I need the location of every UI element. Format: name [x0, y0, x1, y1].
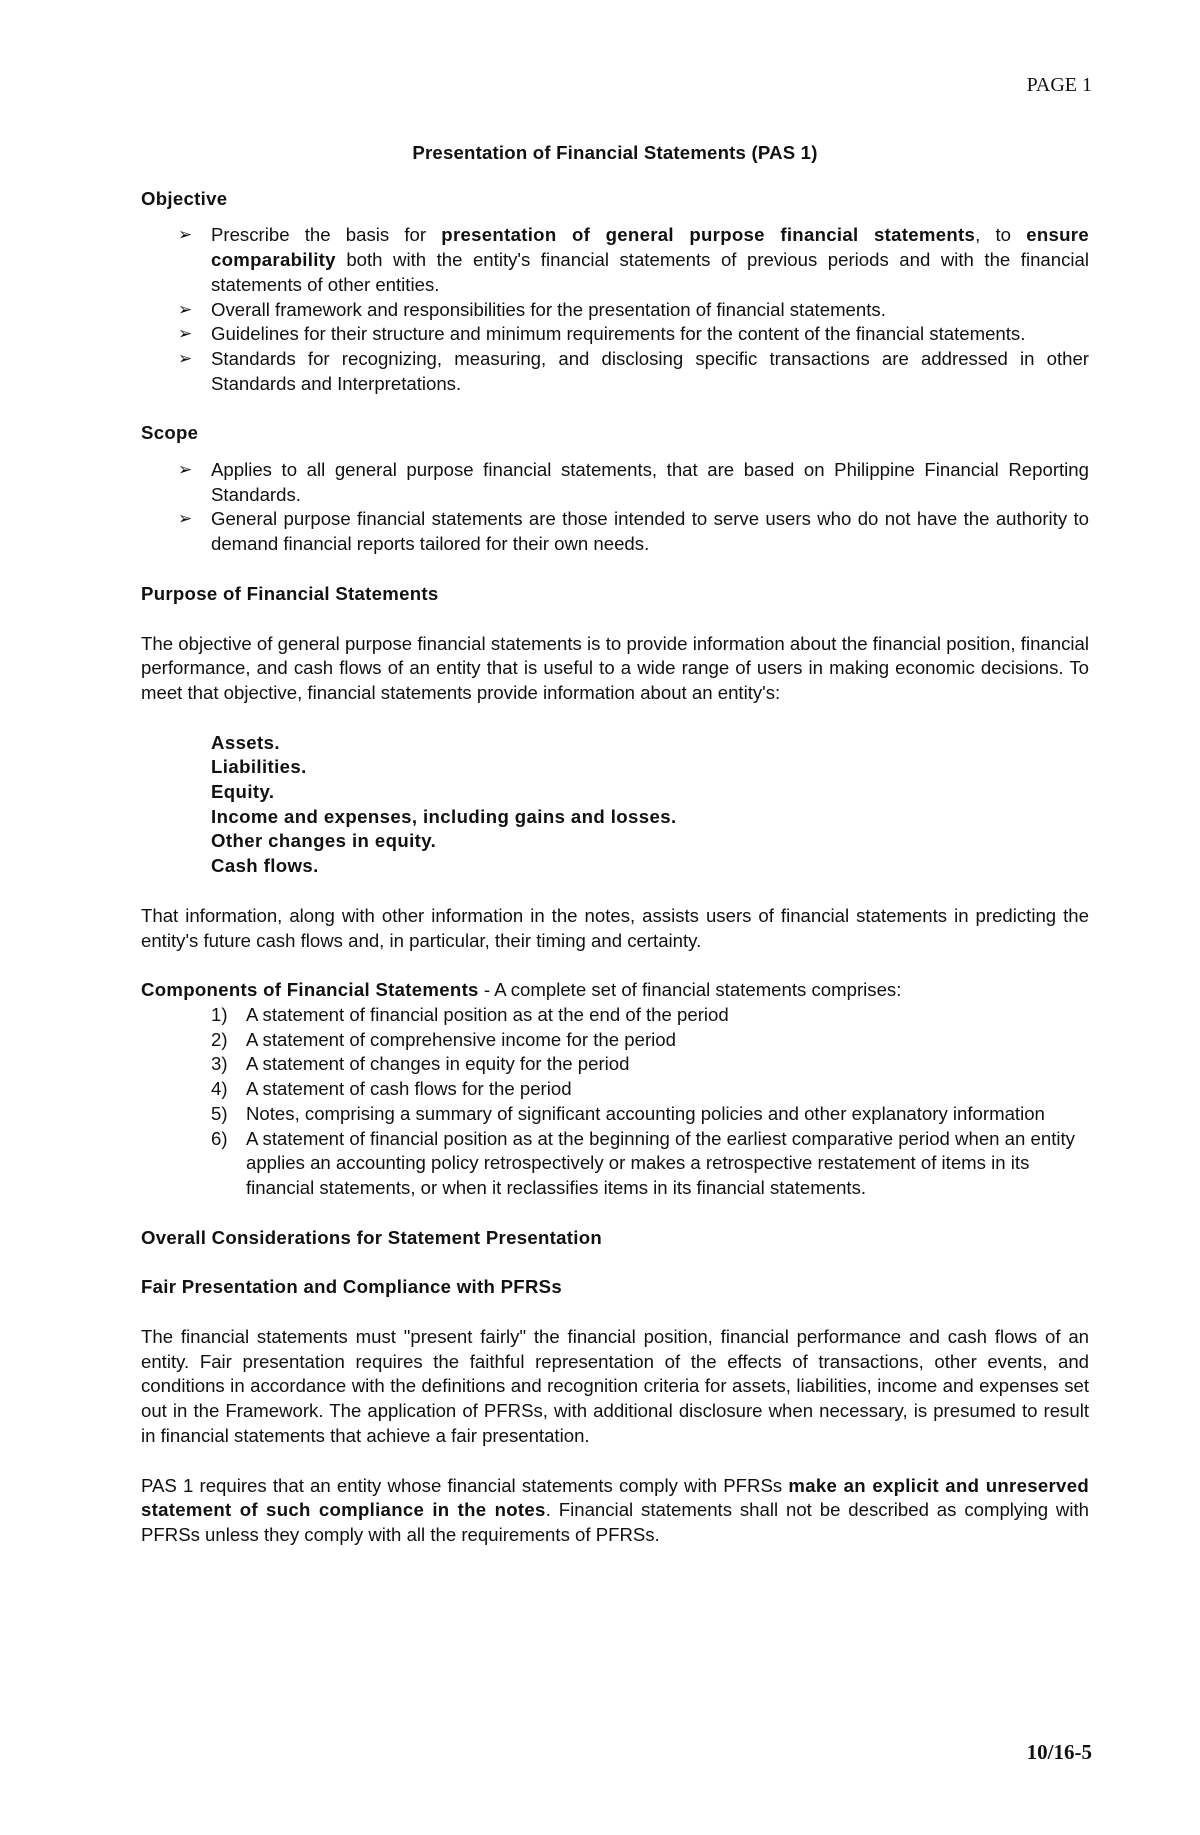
arrow-bullet-icon: ➢ [178, 324, 193, 345]
list-item: ➢ General purpose financial statements are those intended to serve users who do not have the authority to demand financial reports tailored for their own needs. [178, 508, 1089, 555]
list-item: ➢ Prescribe the basis for presentation of general purpose financial statements, to ensure comparability both with the entity's financial statements of previous periods and with the financial statements of other entities. [178, 224, 1089, 295]
page-label: PAGE 1 [1026, 74, 1092, 96]
list-item: ➢ Standards for recognizing, measuring, and disclosing specific transactions are addressed in other Standards and Interpretations. [178, 347, 1089, 394]
arrow-bullet-icon: ➢ [178, 348, 193, 369]
fair-paragraph-2: PAS 1 requires that an entity whose financial statements comply with PFRSs make an explicit and unreserved statement of such compliance in the notes. Financial statements shall not be described as complying with PFRSs unless they comply with all the requirements of PFRSs. [141, 1474, 1089, 1545]
components-intro: Components of Financial Statements - A complete set of financial statements comprises: [141, 979, 902, 1001]
list-item: 4) A statement of cash flows for the period [211, 1078, 572, 1100]
objective-list [141, 223, 1089, 396]
list-item: Liabilities. [211, 756, 307, 778]
list-item: Income and expenses, including gains and losses. [211, 805, 677, 827]
components-list [141, 1003, 1089, 1201]
fair-heading: Fair Presentation and Compliance with PFRSs [141, 1276, 563, 1298]
list-item: 1) A statement of financial position as at the end of the period [211, 1003, 729, 1025]
fair-paragraph-1: The financial statements must "present fairly" the financial position, financial performance and cash flows of an entity. Fair presentation requires the faithful representation of the effects of transactions, other events, and conditions in accordance with the definitions and recognition criteria for assets, liabilities, income and expenses set out in the Framework. The application of PFRSs, with additional disclosure when necessary, is presumed to result in financial statements that achieve a fair presentation. [141, 1326, 1089, 1446]
list-item: Cash flows. [211, 855, 319, 877]
list-item: 5) Notes, comprising a summary of significant accounting policies and other explanatory information [211, 1102, 1045, 1124]
scope-heading: Scope [141, 422, 199, 444]
document-body [141, 141, 1089, 1548]
page-number: 10/16-5 [1026, 1740, 1092, 1764]
list-item: ➢ Guidelines for their structure and minimum requirements for the content of the financial statements. [141, 322, 1089, 347]
list-item: Equity. [211, 781, 275, 803]
document-title: Presentation of Financial Statements (PAS 1) [412, 142, 818, 163]
arrow-bullet-icon: ➢ [178, 299, 193, 320]
list-item: 6) A statement of financial position as at the beginning of the earliest comparative period when an entity applies an accounting policy retrospectively or makes a retrospective restatement of items in its financial statements, or when it reclassifies items in its financial statements. [211, 1127, 1075, 1198]
purpose-items [141, 731, 1089, 879]
components-heading: Components of Financial Statements [141, 979, 479, 1001]
purpose-heading: Purpose of Financial Statements [141, 582, 439, 604]
list-item: ➢ Overall framework and responsibilities for the presentation of financial statements. [141, 298, 1089, 323]
list-item: 3) A statement of changes in equity for the period [211, 1053, 630, 1075]
objective-heading: Objective [141, 187, 228, 209]
list-item: Other changes in equity. [211, 830, 437, 852]
list-item: ➢ Applies to all general purpose financial statements, that are based on Philippine Financial Reporting Standards. [178, 459, 1089, 505]
purpose-closing: That information, along with other information in the notes, assists users of financial statements in predicting the entity's future cash flows and, in particular, their timing and certainty. [141, 904, 1089, 951]
overall-heading: Overall Considerations for Statement Presentation [141, 1226, 603, 1248]
arrow-bullet-icon: ➢ [178, 509, 193, 530]
list-item: 2) A statement of comprehensive income for the period [211, 1028, 676, 1050]
purpose-paragraph: The objective of general purpose financial statements is to provide information about the financial position, financial performance, and cash flows of an entity that is useful to a wide range of users in making economic decisions. To meet that objective, financial statements provide information about an entity's: [141, 632, 1089, 703]
list-item: Assets. [211, 731, 280, 753]
arrow-bullet-icon: ➢ [178, 460, 193, 481]
scope-list [141, 458, 1089, 557]
arrow-bullet-icon: ➢ [178, 225, 193, 246]
